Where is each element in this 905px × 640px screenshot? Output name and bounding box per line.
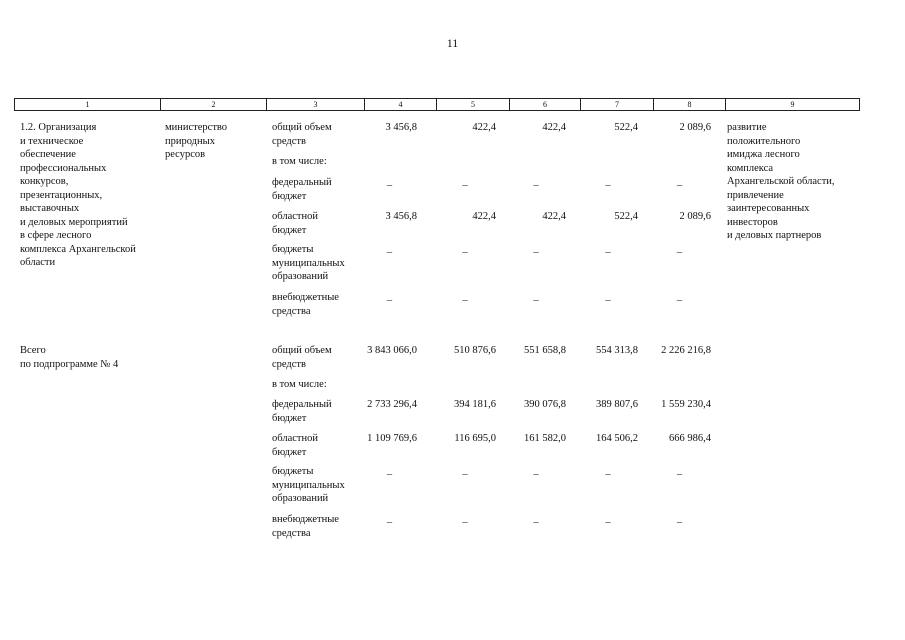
header-col-1: 1: [15, 99, 161, 111]
row2-value: –: [605, 517, 611, 528]
row2-value: 394 181,6: [454, 399, 496, 410]
row1-value: –: [676, 180, 683, 191]
row2-value: 3 843 066,0: [367, 345, 417, 356]
row1-value: –: [462, 180, 468, 191]
row1-value: –: [605, 295, 611, 306]
row1-responsible: министерство природных ресурсов: [165, 122, 228, 160]
row2-value: 389 807,6: [596, 399, 638, 410]
row2-value: 1 109 769,6: [367, 433, 417, 444]
row1-value: –: [386, 247, 393, 258]
row1-source-label: бюджеты муниципальных образований: [272, 244, 345, 282]
row2-value: 1 559 230,4: [661, 399, 711, 410]
row2-value: 2 226 216,8: [661, 345, 711, 356]
row1-value: 422,4: [472, 211, 496, 222]
row2-value: –: [533, 469, 539, 480]
row1-value: 2 089,6: [679, 211, 711, 222]
row2-value: 554 313,8: [596, 345, 638, 356]
header-col-2: 2: [161, 99, 267, 111]
row2-value: –: [462, 517, 468, 528]
row1-value: 3 456,8: [385, 211, 417, 222]
row1-value: –: [676, 295, 683, 306]
row2-value: 551 658,8: [524, 345, 566, 356]
row2-value: 510 876,6: [454, 345, 496, 356]
row1-source-label: областной бюджет: [272, 211, 318, 236]
row1-value: –: [533, 295, 539, 306]
row2-source-label: федеральный бюджет: [272, 399, 332, 424]
row2-value: –: [676, 469, 683, 480]
row2-value: 164 506,2: [596, 433, 638, 444]
row1-value: –: [533, 247, 539, 258]
row2-source-label: общий объем средств: [272, 345, 332, 370]
row2-value: 116 695,0: [454, 433, 496, 444]
header-col-9: 9: [726, 99, 860, 111]
row2-value: –: [676, 517, 683, 528]
row1-value: 422,4: [542, 211, 566, 222]
row1-value: 522,4: [614, 211, 638, 222]
row2-value: –: [386, 517, 393, 528]
header-col-8: 8: [654, 99, 726, 111]
row1-value: 422,4: [542, 122, 566, 133]
row1-value: –: [533, 180, 539, 191]
row1-value: 522,4: [614, 122, 638, 133]
row2-source-label: в том числе:: [272, 379, 327, 390]
row2-value: 161 582,0: [524, 433, 566, 444]
row1-value: –: [676, 247, 683, 258]
header-col-4: 4: [365, 99, 437, 111]
header-col-3: 3: [267, 99, 365, 111]
header-col-5: 5: [437, 99, 510, 111]
row2-value: –: [533, 517, 539, 528]
row1-result: развитие положительного имиджа лесного комплекса Архангельской области, привлечение заинтересованных инвесторов и деловых партнеров: [727, 122, 835, 241]
row2-value: –: [462, 469, 468, 480]
row2-value: 2 733 296,4: [367, 399, 417, 410]
row1-value: –: [386, 180, 393, 191]
row1-value: –: [462, 295, 468, 306]
row2-name: Всего по подпрограмме № 4: [20, 345, 119, 370]
page-number: 11: [446, 36, 459, 50]
row2-value: 666 986,4: [669, 433, 711, 444]
header-col-6: 6: [510, 99, 581, 111]
row1-value: 2 089,6: [679, 122, 711, 133]
row1-value: 3 456,8: [385, 122, 417, 133]
column-header-row: [14, 98, 860, 111]
row2-value: 390 076,8: [524, 399, 566, 410]
row2-source-label: областной бюджет: [272, 433, 318, 458]
row1-value: –: [462, 247, 468, 258]
row2-value: –: [605, 469, 611, 480]
row1-name: 1.2. Организация и техническое обеспечение профессиональных конкурсов, презентационных, выставочных и деловых мероприятий в сфере лесного комплекса Архангельской области: [20, 122, 136, 268]
row1-source-label: федеральный бюджет: [272, 177, 332, 202]
row1-value: –: [605, 180, 611, 191]
row1-value: –: [386, 295, 393, 306]
row2-source-label: внебюджетные средства: [272, 514, 339, 539]
row1-source-label: в том числе:: [272, 156, 327, 167]
row2-value: –: [386, 469, 393, 480]
row2-source-label: бюджеты муниципальных образований: [272, 466, 345, 504]
row1-source-label: общий объем средств: [272, 122, 332, 147]
row1-value: 422,4: [472, 122, 496, 133]
row1-value: –: [605, 247, 611, 258]
header-col-7: 7: [581, 99, 654, 111]
row1-source-label: внебюджетные средства: [272, 292, 339, 317]
